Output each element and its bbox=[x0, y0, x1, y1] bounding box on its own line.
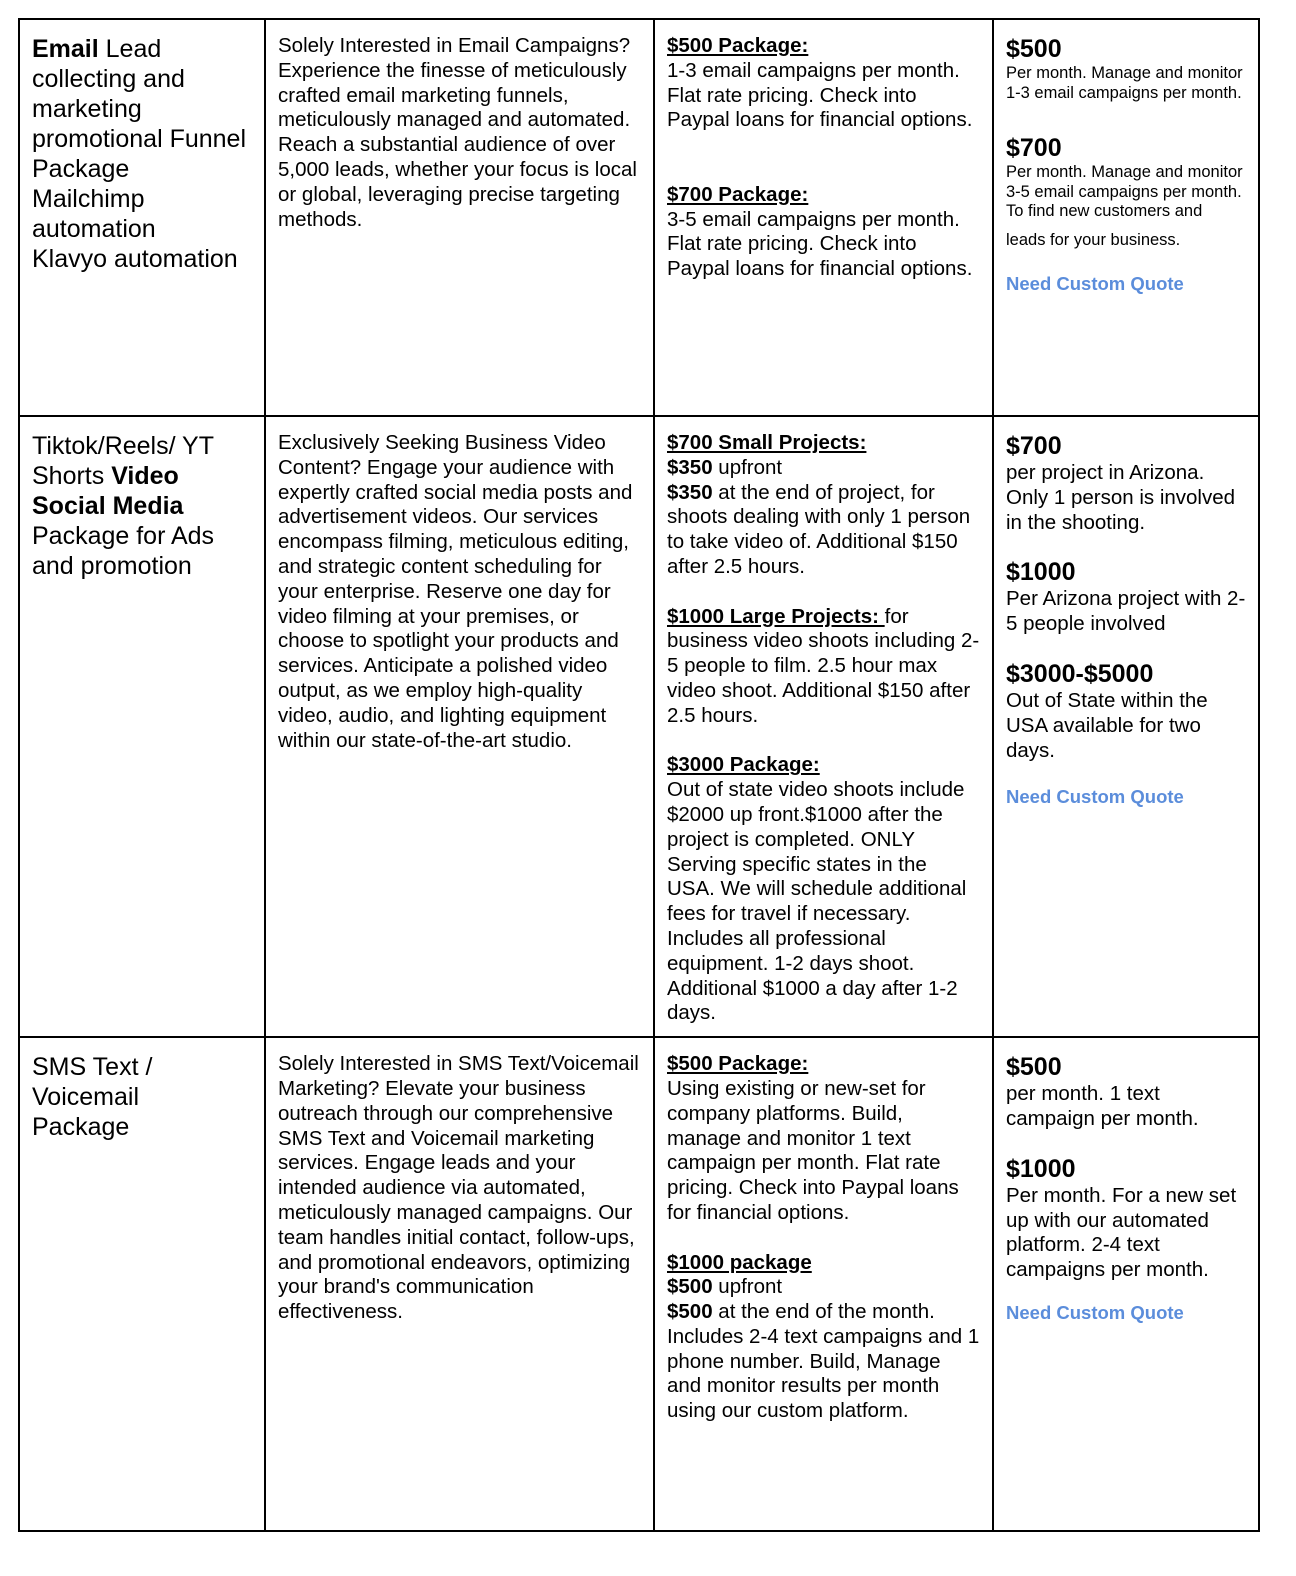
sms-package-title: SMS Text / Voicemail bbox=[32, 1053, 153, 1112]
email-packages-cell bbox=[654, 19, 993, 416]
video-price-1000-text: Per Arizona project with 2-5 people involved bbox=[1006, 587, 1246, 636]
sms-title-cell bbox=[19, 1037, 265, 1531]
video-package-title: Tiktok/Reels/ YT Shorts Video Social Media Package for Ads and promotion bbox=[32, 432, 215, 580]
table-row-sms bbox=[19, 1037, 1259, 1531]
video-price-3000-5000-text: Out of State within the USA available for two days. bbox=[1006, 688, 1208, 762]
sms-price-1000: $1000 bbox=[1006, 1154, 1076, 1183]
email-price-700: $700 bbox=[1006, 134, 1062, 162]
video-price-1000: $1000 bbox=[1006, 558, 1076, 587]
video-packages-cell bbox=[654, 416, 993, 1037]
sms-prices-cell bbox=[993, 1037, 1259, 1531]
klavyo-label: Klavyo automation bbox=[32, 245, 238, 273]
table-row-email bbox=[19, 19, 1259, 416]
sms-custom-quote-link[interactable]: Need Custom Quote bbox=[1006, 1301, 1184, 1323]
email-700-package-text: 3-5 email campaigns per month. Flat rate pricing. Check into Paypal loans for financial options. bbox=[667, 207, 973, 281]
sms-1000-upfront: $500 upfront bbox=[667, 1275, 783, 1299]
email-description: Solely Interested in Email Campaigns? Experience the finesse of meticulously crafted email marketing funnels, meticulously managed and automated. Reach a substantial audience of over 5,000 leads, whether your focus is local or global, leveraging precise targeting methods. bbox=[278, 34, 637, 231]
video-large-projects: $1000 Large Projects: for business video shoots including 2-5 people to film. 2.5 hour max video shoot. Additional $150 after 2.5 hours. bbox=[667, 604, 980, 727]
sms-1000-package-heading: $1000 package bbox=[667, 1250, 812, 1274]
email-custom-quote-link[interactable]: Need Custom Quote bbox=[1006, 273, 1184, 294]
table-row-video bbox=[19, 416, 1259, 1037]
video-description-cell bbox=[265, 416, 654, 1037]
video-prices-cell bbox=[993, 416, 1259, 1037]
pricing-table bbox=[18, 18, 1260, 1532]
sms-500-package-heading: $500 Package: bbox=[667, 1052, 809, 1076]
sms-packages-cell bbox=[654, 1037, 993, 1531]
email-price-700-text: Per month. Manage and monitor 3-5 email campaigns per month. To find new customers and bbox=[1006, 163, 1243, 220]
sms-500-package-text: Using existing or new-set for company platforms. Build, manage and monitor 1 text campaign per month. Flat rate pricing. Check into Paypal loans for financial options. bbox=[667, 1076, 959, 1224]
email-package-title: Email Lead collecting and marketing promotional Funnel Package bbox=[32, 35, 247, 183]
sms-price-500: $500 bbox=[1006, 1053, 1062, 1082]
sms-package-label: Package bbox=[32, 1113, 130, 1142]
video-3000-package-heading: $3000 Package: bbox=[667, 753, 820, 777]
video-small-projects-heading: $700 Small Projects: bbox=[667, 431, 867, 454]
email-price-500-text: Per month. Manage and monitor 1-3 email campaigns per month. bbox=[1006, 64, 1243, 102]
video-small-end: $350 at the end of project, for shoots dealing with only 1 person to take video of. Additional $150 after 2.5 hours. bbox=[667, 480, 971, 578]
mailchimp-label: Mailchimp automation bbox=[32, 185, 156, 243]
video-small-upfront: $350 upfront bbox=[667, 455, 783, 479]
video-price-700-text: per project in Arizona. Only 1 person is involved in the shooting. bbox=[1006, 461, 1236, 534]
video-description: Exclusively Seeking Business Video Content? Engage your audience with expertly crafted social media posts and advertisement videos. Our services encompass filming, meticulous editing, and strategic content scheduling for your enterprise. Reserve one day for video filming at your premises, or choose to spotlight your products and services. Anticipate a polished video output, as we employ high-quality video, audio, and lighting equipment within our state-of-the-art studio. bbox=[278, 431, 633, 752]
email-700-package-heading: $700 Package: bbox=[667, 182, 809, 206]
sms-1000-end: $500 at the end of the month. Includes 2-4 text campaigns and 1 phone number. Build, Manage and monitor results per month using our custom platform. bbox=[667, 1300, 980, 1423]
video-price-700: $700 bbox=[1006, 432, 1062, 460]
sms-price-500-text: per month. 1 text campaign per month. bbox=[1006, 1082, 1199, 1130]
video-3000-package-text: Out of state video shoots include $2000 up front.$1000 after the project is completed. ONLY Serving specific states in the USA. We will schedule additional fees for travel if necessary. Includes all professional equipment. 1-2 days shoot. Additional $1000 a day after 1-2 days. bbox=[667, 778, 967, 1025]
video-price-3000-5000: $3000-$5000 bbox=[1006, 659, 1154, 688]
email-prices-cell bbox=[993, 19, 1259, 416]
sms-price-1000-text: Per month. For a new set up with our automated platform. 2-4 text campaigns per month. bbox=[1006, 1183, 1237, 1282]
email-500-package-text: 1-3 email campaigns per month. Flat rate pricing. Check into Paypal loans for financial options. bbox=[667, 58, 973, 132]
sms-description: Solely Interested in SMS Text/Voicemail Marketing? Elevate your business outreach through our comprehensive SMS Text and Voicemail marketing services. Engage leads and your intended audience via automated, meticulously managed campaigns. Our team handles initial contact, follow-ups, and promotional endeavors, optimizing your brand's communication effectiveness. bbox=[278, 1052, 639, 1324]
email-description-cell bbox=[265, 19, 654, 416]
email-500-package-heading: $500 Package: bbox=[667, 34, 809, 57]
email-title-cell bbox=[19, 19, 265, 416]
email-price-700-text2: leads for your business. bbox=[1006, 230, 1181, 249]
video-custom-quote-link[interactable]: Need Custom Quote bbox=[1006, 786, 1184, 808]
sms-description-cell bbox=[265, 1037, 654, 1531]
video-title-cell bbox=[19, 416, 265, 1037]
email-price-500: $500 bbox=[1006, 35, 1062, 63]
